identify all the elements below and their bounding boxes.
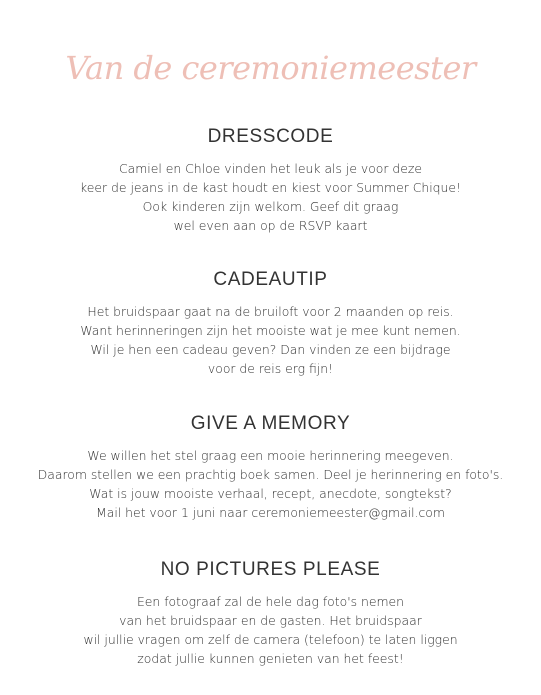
section-line: Camiel en Chloe vinden het leuk als je voor deze [118,161,423,176]
section-heading: GIVE A MEMORY [190,413,351,434]
section-dresscode [0,125,541,235]
section-line: zodat jullie kunnen genieten van het feest! [137,651,404,666]
section-line: Ook kinderen zijn welkom. Geef dit graag [142,199,399,214]
page-title: Van de ceremoniemeester [65,49,476,87]
section-heading: CADEAUTIP [213,269,328,290]
section-line: Het bruidspaar gaat na de bruiloft voor 2 maanden op reis. [87,304,454,319]
section-heading: DRESSCODE [207,126,334,147]
section-line: We willen het stel graag een mooie herinnering meegeven. [87,448,454,463]
section-line: van het bruidspaar en de gasten. Het bruidspaar [119,613,422,628]
section-line: Mail het voor 1 juni naar ceremoniemeester@gmail.com [96,505,445,520]
section-cadeautip [0,268,541,378]
section-heading: NO PICTURES PLEASE [160,559,381,580]
section-line: Wat is jouw mooiste verhaal, recept, anecdote, songtekst? [89,486,452,501]
section-line: wel even aan op de RSVP kaart [173,218,368,233]
section-line: Daarom stellen we een prachtig boek samen. Deel je herinnering en foto's. [37,467,504,482]
section-line: voor de reis erg fijn! [207,361,334,376]
section-line: Wil je hen een cadeau geven? Dan vinden ze een bijdrage [90,342,451,357]
section-line: Een fotograaf zal de hele dag foto's nemen [136,594,405,609]
section-no-pictures [0,558,541,668]
section-give-a-memory [0,412,541,522]
section-line: Want herinneringen zijn het mooiste wat je mee kunt nemen. [80,323,461,338]
section-line: wil jullie vragen om zelf de camera (telefoon) te laten liggen [83,632,458,647]
section-line: keer de jeans in de kast houdt en kiest voor Summer Chique! [80,180,461,195]
